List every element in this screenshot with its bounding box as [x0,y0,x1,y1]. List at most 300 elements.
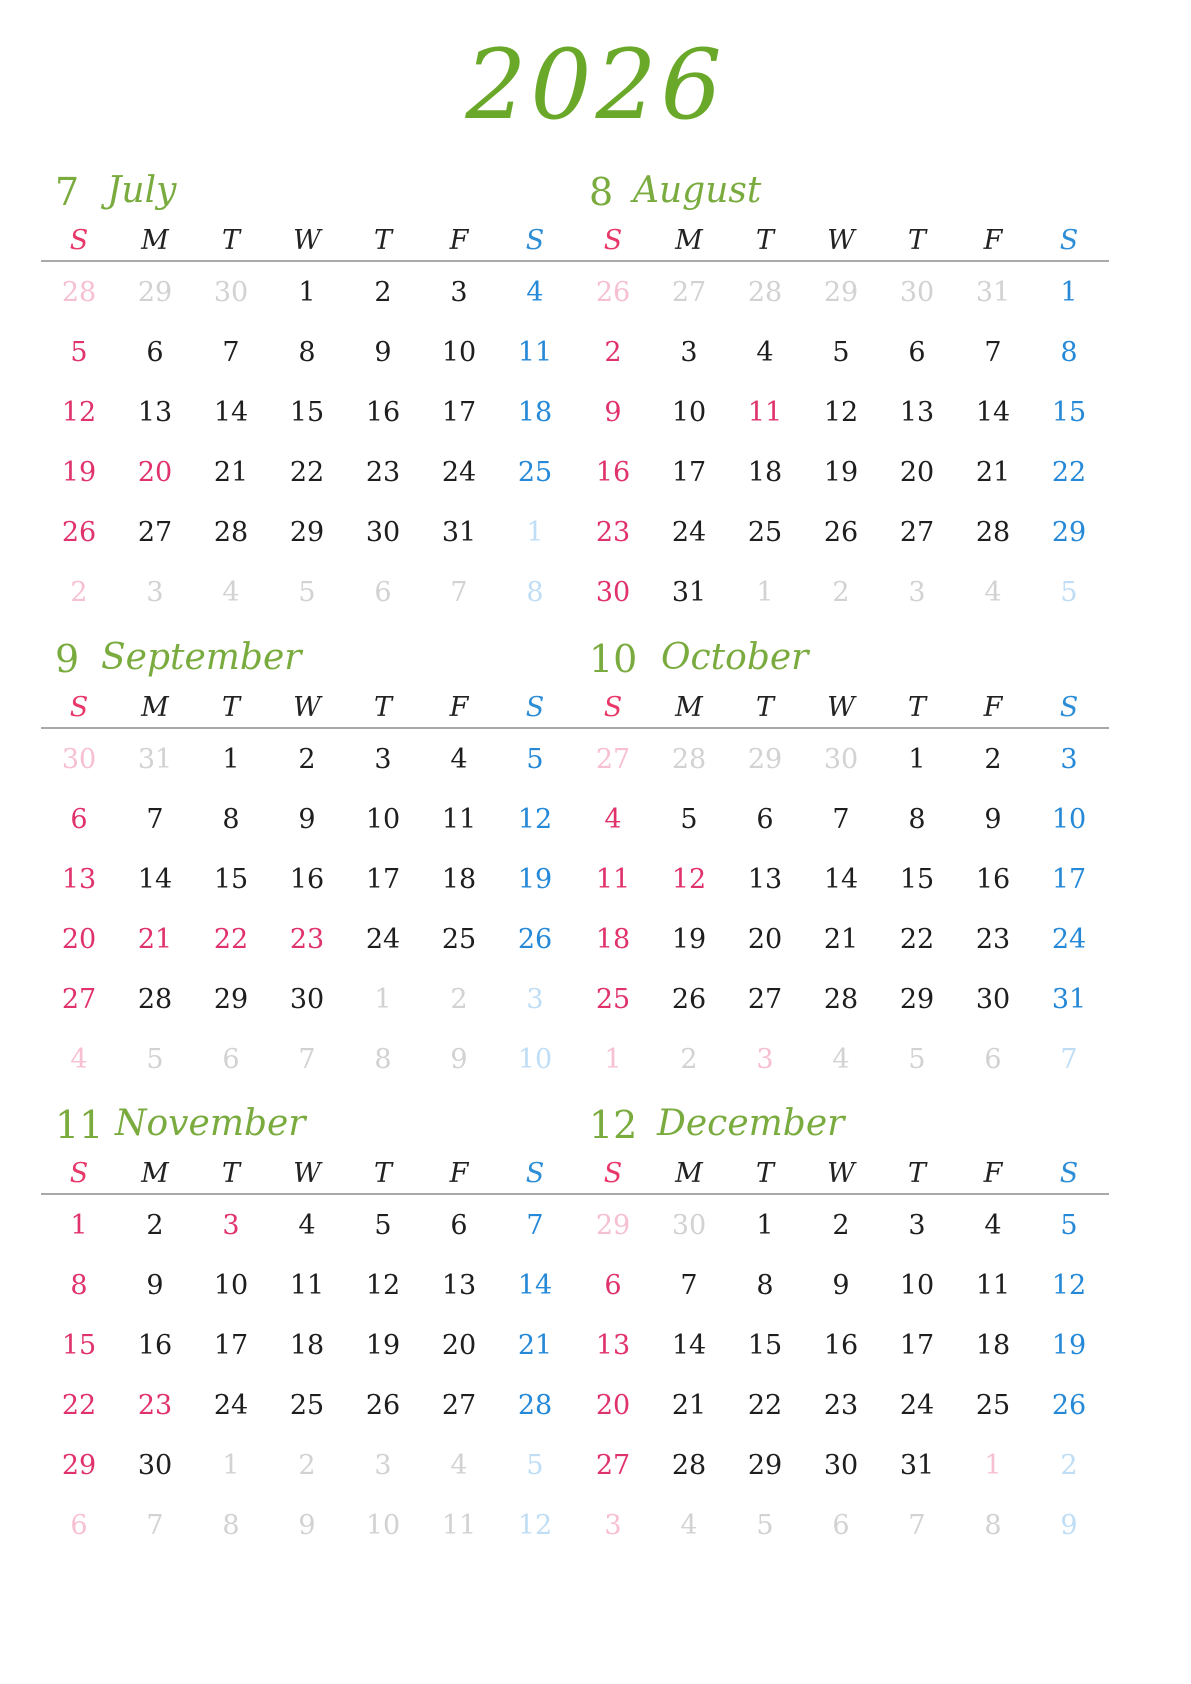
week-row [575,392,1109,452]
month-number: 10 [589,637,638,681]
day-cell: 9 [450,1044,468,1075]
day-cell: 23 [365,457,401,488]
day-cell: 27 [595,1450,631,1481]
day-cell: 20 [747,924,783,955]
day-cell: 8 [222,1510,240,1541]
day-cell: 23 [823,1390,859,1421]
day-cell: 15 [61,1330,97,1361]
month-name: July [107,170,177,211]
day-cell: 28 [137,984,173,1015]
day-cell: 14 [671,1330,707,1361]
day-cell: 15 [213,864,249,895]
day-cell: 17 [1051,864,1087,895]
day-cell: 13 [441,1270,477,1301]
day-cell: 30 [823,1450,859,1481]
week-row [575,859,1109,919]
day-cell: 28 [61,277,97,308]
day-cell: 4 [680,1510,698,1541]
month-header [575,1093,1109,1155]
day-cell: 14 [517,1270,553,1301]
month-name: October [661,637,809,678]
day-cell: 2 [832,577,850,608]
weekday-label: T [907,692,926,723]
weekday-label: M [675,692,703,723]
month-number: 11 [55,1103,104,1147]
day-cell: 12 [517,804,553,835]
day-cell: 10 [441,337,477,368]
day-cell: 26 [365,1390,401,1421]
day-grid [575,262,1109,632]
day-cell: 22 [899,924,935,955]
day-cell: 20 [61,924,97,955]
day-cell: 10 [517,1044,553,1075]
day-cell: 5 [298,577,316,608]
day-cell: 18 [747,457,783,488]
weekday-header-row [41,689,575,729]
day-cell: 21 [671,1390,707,1421]
month-august [575,160,1109,632]
day-cell: 5 [374,1210,392,1241]
day-cell: 5 [832,337,850,368]
day-cell: 19 [517,864,553,895]
week-row [575,272,1109,332]
weekday-label: T [907,1158,926,1189]
weekday-label: S [1059,225,1079,256]
day-cell: 3 [450,277,468,308]
day-cell: 22 [747,1390,783,1421]
week-row [41,979,575,1039]
day-cell: 2 [70,577,88,608]
day-cell: 24 [1051,924,1087,955]
month-header [575,627,1109,689]
weekday-label: S [69,692,89,723]
day-cell: 30 [671,1210,707,1241]
day-cell: 28 [747,277,783,308]
day-cell: 8 [908,804,926,835]
weekday-label: T [755,1158,774,1189]
day-cell: 14 [213,397,249,428]
day-cell: 31 [1051,984,1087,1015]
year-title: 2026 [465,29,726,141]
week-row [575,1205,1109,1265]
day-cell: 9 [146,1270,164,1301]
day-cell: 1 [756,1210,774,1241]
day-cell: 12 [1051,1270,1087,1301]
day-cell: 3 [604,1510,622,1541]
weekday-label: T [221,225,240,256]
week-row [575,799,1109,859]
day-cell: 26 [61,517,97,548]
day-cell: 8 [298,337,316,368]
day-cell: 27 [441,1390,477,1421]
day-cell: 7 [222,337,240,368]
day-cell: 5 [70,337,88,368]
day-cell: 14 [975,397,1011,428]
weekday-label: T [221,692,240,723]
day-cell: 4 [526,277,544,308]
weekday-label: W [827,1158,855,1189]
day-cell: 7 [832,804,850,835]
week-row [41,572,575,632]
day-cell: 11 [441,1510,477,1541]
day-cell: 18 [595,924,631,955]
day-cell: 25 [595,984,631,1015]
day-cell: 13 [137,397,173,428]
weekday-label: T [373,225,392,256]
month-header [41,160,575,222]
week-row [41,272,575,332]
day-cell: 29 [61,1450,97,1481]
day-cell: 14 [137,864,173,895]
month-number: 9 [55,637,80,681]
day-cell: 1 [222,744,240,775]
month-november [41,1093,575,1565]
day-cell: 1 [908,744,926,775]
day-cell: 3 [222,1210,240,1241]
day-cell: 3 [374,1450,392,1481]
day-cell: 13 [747,864,783,895]
day-cell: 2 [298,1450,316,1481]
week-row [41,1385,575,1445]
day-cell: 5 [1060,577,1078,608]
day-cell: 21 [975,457,1011,488]
day-cell: 6 [832,1510,850,1541]
weekday-label: S [69,225,89,256]
day-cell: 9 [374,337,392,368]
day-cell: 3 [1060,744,1078,775]
day-cell: 6 [70,1510,88,1541]
day-cell: 16 [975,864,1011,895]
week-row [575,1039,1109,1099]
week-row [575,739,1109,799]
day-cell: 2 [1060,1450,1078,1481]
day-cell: 17 [213,1330,249,1361]
day-cell: 29 [289,517,325,548]
day-cell: 20 [899,457,935,488]
month-name: August [633,170,762,211]
day-cell: 6 [70,804,88,835]
day-cell: 29 [595,1210,631,1241]
day-cell: 23 [289,924,325,955]
week-row [41,919,575,979]
day-grid [575,729,1109,1099]
day-cell: 19 [61,457,97,488]
weekday-label: F [449,225,469,256]
day-cell: 7 [1060,1044,1078,1075]
week-row [41,1039,575,1099]
week-row [575,332,1109,392]
weekday-label: S [69,1158,89,1189]
day-cell: 28 [517,1390,553,1421]
day-cell: 6 [984,1044,1002,1075]
day-cell: 10 [213,1270,249,1301]
day-cell: 30 [213,277,249,308]
day-cell: 21 [517,1330,553,1361]
day-cell: 30 [975,984,1011,1015]
day-cell: 16 [289,864,325,895]
day-cell: 20 [137,457,173,488]
day-cell: 15 [747,1330,783,1361]
day-cell: 7 [526,1210,544,1241]
weekday-label: S [525,1158,545,1189]
weekday-label: M [141,692,169,723]
weekday-label: W [827,225,855,256]
day-cell: 25 [517,457,553,488]
day-cell: 24 [441,457,477,488]
day-cell: 3 [526,984,544,1015]
day-cell: 5 [146,1044,164,1075]
day-cell: 28 [671,1450,707,1481]
day-cell: 4 [450,1450,468,1481]
weekday-label: F [983,692,1003,723]
day-cell: 12 [671,864,707,895]
day-cell: 22 [213,924,249,955]
month-july [41,160,575,632]
day-cell: 28 [213,517,249,548]
day-cell: 5 [526,744,544,775]
month-october [575,627,1109,1099]
week-row [41,1445,575,1505]
day-cell: 5 [680,804,698,835]
month-header [575,160,1109,222]
weekday-label: M [141,1158,169,1189]
weekday-label: F [449,1158,469,1189]
day-cell: 2 [604,337,622,368]
weekday-label: M [141,225,169,256]
day-cell: 30 [137,1450,173,1481]
day-cell: 26 [1051,1390,1087,1421]
week-row [575,1505,1109,1565]
day-cell: 9 [1060,1510,1078,1541]
day-cell: 17 [671,457,707,488]
day-cell: 6 [756,804,774,835]
day-cell: 29 [747,744,783,775]
weekday-label: W [293,692,321,723]
day-cell: 29 [899,984,935,1015]
day-cell: 28 [823,984,859,1015]
day-cell: 17 [441,397,477,428]
day-cell: 7 [908,1510,926,1541]
day-cell: 31 [899,1450,935,1481]
day-cell: 8 [526,577,544,608]
weekday-label: S [1059,1158,1079,1189]
day-cell: 13 [61,864,97,895]
day-cell: 7 [450,577,468,608]
day-cell: 16 [595,457,631,488]
month-header [41,627,575,689]
day-cell: 6 [222,1044,240,1075]
weekday-label: T [907,225,926,256]
day-cell: 1 [222,1450,240,1481]
weekday-label: T [373,1158,392,1189]
day-cell: 26 [595,277,631,308]
day-cell: 16 [365,397,401,428]
day-cell: 31 [441,517,477,548]
week-row [41,332,575,392]
week-row [575,512,1109,572]
day-cell: 4 [222,577,240,608]
day-cell: 26 [823,517,859,548]
weekday-header-row [575,689,1109,729]
day-cell: 5 [1060,1210,1078,1241]
day-cell: 6 [908,337,926,368]
weekday-label: W [293,1158,321,1189]
day-grid [41,262,575,632]
week-row [575,1265,1109,1325]
weekday-label: F [983,225,1003,256]
day-cell: 30 [899,277,935,308]
day-cell: 25 [441,924,477,955]
day-grid [575,1195,1109,1565]
day-cell: 22 [1051,457,1087,488]
day-cell: 29 [213,984,249,1015]
day-cell: 2 [374,277,392,308]
day-cell: 12 [823,397,859,428]
day-cell: 3 [374,744,392,775]
day-cell: 21 [823,924,859,955]
day-cell: 27 [747,984,783,1015]
day-cell: 30 [365,517,401,548]
day-cell: 9 [832,1270,850,1301]
month-september [41,627,575,1099]
day-cell: 13 [899,397,935,428]
weekday-label: S [603,225,623,256]
day-cell: 11 [747,397,783,428]
month-number: 8 [589,170,614,214]
day-cell: 25 [975,1390,1011,1421]
weekday-header-row [41,1155,575,1195]
day-cell: 20 [595,1390,631,1421]
week-row [575,572,1109,632]
day-cell: 4 [832,1044,850,1075]
day-cell: 29 [137,277,173,308]
week-row [575,1385,1109,1445]
day-cell: 24 [671,517,707,548]
day-cell: 3 [756,1044,774,1075]
day-cell: 12 [517,1510,553,1541]
day-cell: 24 [365,924,401,955]
month-number: 12 [589,1103,638,1147]
day-cell: 4 [450,744,468,775]
day-cell: 16 [137,1330,173,1361]
day-cell: 24 [213,1390,249,1421]
day-cell: 7 [146,804,164,835]
weekday-header-row [575,1155,1109,1195]
week-row [41,1205,575,1265]
day-cell: 2 [984,744,1002,775]
day-cell: 25 [747,517,783,548]
day-cell: 1 [70,1210,88,1241]
day-cell: 23 [137,1390,173,1421]
week-row [41,1505,575,1565]
day-cell: 17 [365,864,401,895]
day-cell: 8 [756,1270,774,1301]
day-cell: 4 [984,1210,1002,1241]
day-cell: 6 [374,577,392,608]
day-cell: 1 [374,984,392,1015]
day-cell: 29 [1051,517,1087,548]
day-cell: 2 [450,984,468,1015]
day-cell: 11 [441,804,477,835]
day-cell: 6 [450,1210,468,1241]
day-grid [41,1195,575,1565]
day-cell: 24 [899,1390,935,1421]
weekday-label: S [603,692,623,723]
week-row [575,979,1109,1039]
day-cell: 21 [213,457,249,488]
day-cell: 27 [595,744,631,775]
month-number: 7 [55,170,80,214]
day-cell: 31 [671,577,707,608]
day-cell: 19 [823,457,859,488]
weekday-label: S [1059,692,1079,723]
week-row [41,799,575,859]
day-cell: 9 [298,1510,316,1541]
weekday-header-row [575,222,1109,262]
weekday-label: M [675,225,703,256]
day-cell: 31 [975,277,1011,308]
weekday-label: F [449,692,469,723]
day-cell: 23 [975,924,1011,955]
day-cell: 14 [823,864,859,895]
day-cell: 7 [984,337,1002,368]
day-cell: 1 [984,1450,1002,1481]
day-cell: 6 [604,1270,622,1301]
day-cell: 10 [1051,804,1087,835]
day-cell: 5 [908,1044,926,1075]
day-cell: 30 [595,577,631,608]
week-row [575,1325,1109,1385]
day-cell: 1 [298,277,316,308]
day-cell: 18 [289,1330,325,1361]
day-cell: 7 [680,1270,698,1301]
weekday-label: S [525,225,545,256]
day-cell: 15 [1051,397,1087,428]
week-row [41,452,575,512]
day-cell: 17 [899,1330,935,1361]
day-cell: 9 [984,804,1002,835]
day-cell: 10 [899,1270,935,1301]
month-name: November [115,1103,306,1144]
day-cell: 8 [374,1044,392,1075]
day-cell: 6 [146,337,164,368]
day-cell: 15 [899,864,935,895]
week-row [41,512,575,572]
day-cell: 30 [61,744,97,775]
day-cell: 1 [756,577,774,608]
day-cell: 28 [671,744,707,775]
day-cell: 11 [975,1270,1011,1301]
weekday-label: M [675,1158,703,1189]
day-cell: 5 [756,1510,774,1541]
day-cell: 11 [517,337,553,368]
day-cell: 10 [671,397,707,428]
day-cell: 7 [146,1510,164,1541]
day-cell: 8 [984,1510,1002,1541]
weekday-label: S [525,692,545,723]
day-cell: 8 [222,804,240,835]
weekday-header-row [41,222,575,262]
day-cell: 11 [289,1270,325,1301]
day-cell: 21 [137,924,173,955]
day-cell: 9 [604,397,622,428]
week-row [575,919,1109,979]
day-cell: 3 [908,1210,926,1241]
day-cell: 10 [365,1510,401,1541]
day-cell: 18 [975,1330,1011,1361]
day-cell: 4 [298,1210,316,1241]
day-cell: 23 [595,517,631,548]
